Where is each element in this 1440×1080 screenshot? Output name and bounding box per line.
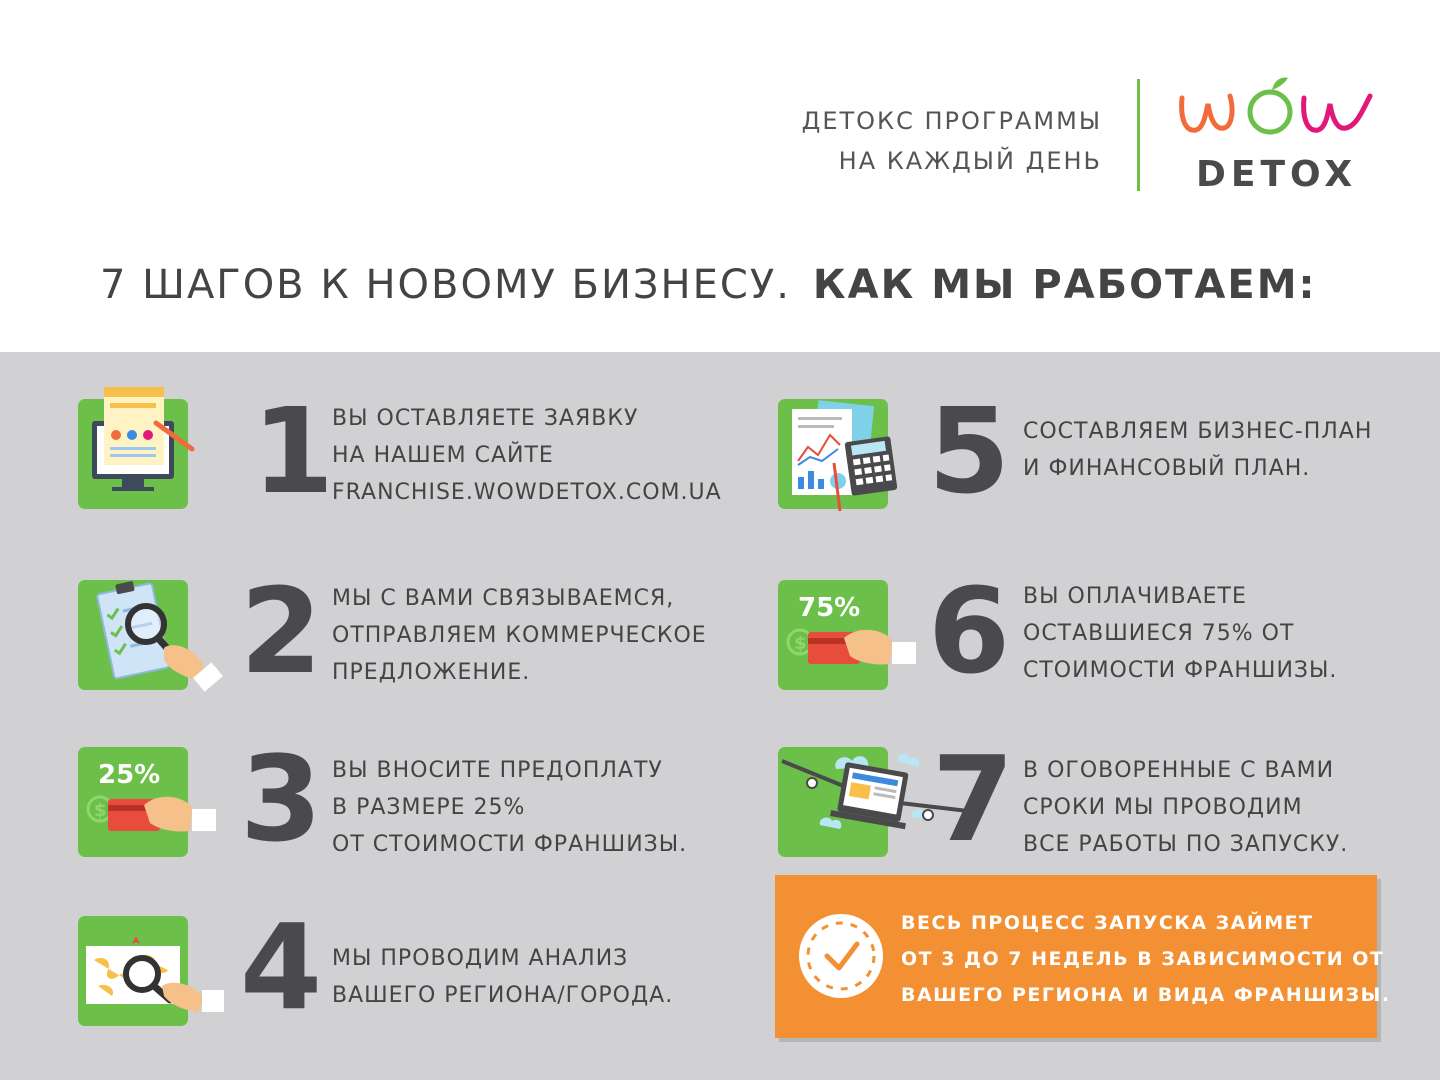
header [0,0,1440,352]
step-line: ВЫ ОПЛАЧИВАЕТЕ [1023,584,1247,609]
step-description [1023,752,1348,863]
step-line: СРОКИ МЫ ПРОВОДИМ [1023,795,1303,820]
step-line: ОСТАВШИЕСЯ 75% ОТ [1023,621,1295,646]
percent-badge: 25% [98,760,161,790]
step-number: 5 [928,382,1011,520]
step-line: МЫ С ВАМИ СВЯЗЫВАЕМСЯ, [332,586,675,611]
wow-detox-logo [1170,68,1390,198]
step-line: ВАШЕГО РЕГИОНА/ГОРОДА. [332,983,674,1008]
step-line: ВЫ ВНОСИТЕ ПРЕДОПЛАТУ [332,758,663,783]
page-title-regular: 7 ШАГОВ К НОВОМУ БИЗНЕСУ. [100,262,791,308]
step-line: СОСТАВЛЯЕМ БИЗНЕС-ПЛАН [1023,419,1373,444]
map-magnifier-icon [78,916,188,1026]
step-line: ВЫ ОСТАВЛЯЕТЕ ЗАЯВКУ [332,406,639,431]
tagline-line-1: ДЕТОКС ПРОГРАММЫ [801,107,1102,135]
svg-text:$: $ [794,633,807,654]
step-line: ОТ СТОИМОСТИ ФРАНШИЗЫ. [332,832,688,857]
step-line: ОТПРАВЛЯЕМ КОММЕРЧЕСКОЕ [332,623,707,648]
step-description [332,400,722,511]
logo-word: DETOX [1196,154,1358,195]
step-line: СТОИМОСТИ ФРАНШИЗЫ. [1023,658,1338,683]
step-number: 6 [928,562,1011,700]
clock-icon [795,910,887,1002]
step-line: ВСЕ РАБОТЫ ПО ЗАПУСКУ. [1023,832,1349,857]
header-divider [1137,79,1140,191]
tagline [802,101,1102,181]
payment-card-icon [78,747,188,857]
flying-laptop-icon [778,747,888,857]
step-number: 2 [240,562,323,700]
page-title-bold: КАК МЫ РАБОТАЕМ: [812,262,1317,308]
step-line: ПРЕДЛОЖЕНИЕ. [332,660,531,685]
step-number: 1 [252,382,335,520]
website-form-icon [78,399,188,509]
page-title [100,262,1317,308]
note-line: ОТ 3 ДО 7 НЕДЕЛЬ В ЗАВИСИМОСТИ ОТ [901,948,1385,970]
step-number: 7 [932,730,1015,868]
step-line: FRANCHISE.WOWDETOX.COM.UA [332,480,722,505]
step-description [1023,413,1372,487]
note-line: ВЕСЬ ПРОЦЕСС ЗАПУСКА ЗАЙМЕТ [901,912,1314,934]
step-description [332,752,687,863]
payment-card-icon [778,580,888,690]
wow-logo-icon [1170,68,1390,158]
note-line: ВАШЕГО РЕГИОНА И ВИДА ФРАНШИЗЫ. [901,984,1391,1006]
step-line: НА НАШЕМ САЙТЕ [332,443,554,468]
svg-text:$: $ [94,800,107,821]
business-plan-calculator-icon [778,399,888,509]
step-line: В РАЗМЕРЕ 25% [332,795,526,820]
step-number: 4 [240,898,323,1036]
step-description [332,580,707,691]
step-line: И ФИНАНСОВЫЙ ПЛАН. [1023,456,1311,481]
timeline-note [775,875,1391,1038]
step-description [332,940,673,1014]
percent-badge: 75% [798,593,861,623]
note-text [901,905,1391,1013]
step-number: 3 [240,730,323,868]
magnifier-document-icon [78,580,188,690]
tagline-line-2: НА КАЖДЫЙ ДЕНЬ [838,147,1102,175]
step-description [1023,578,1337,689]
step-line: В ОГОВОРЕННЫЕ С ВАМИ [1023,758,1335,783]
step-line: МЫ ПРОВОДИМ АНАЛИЗ [332,946,629,971]
